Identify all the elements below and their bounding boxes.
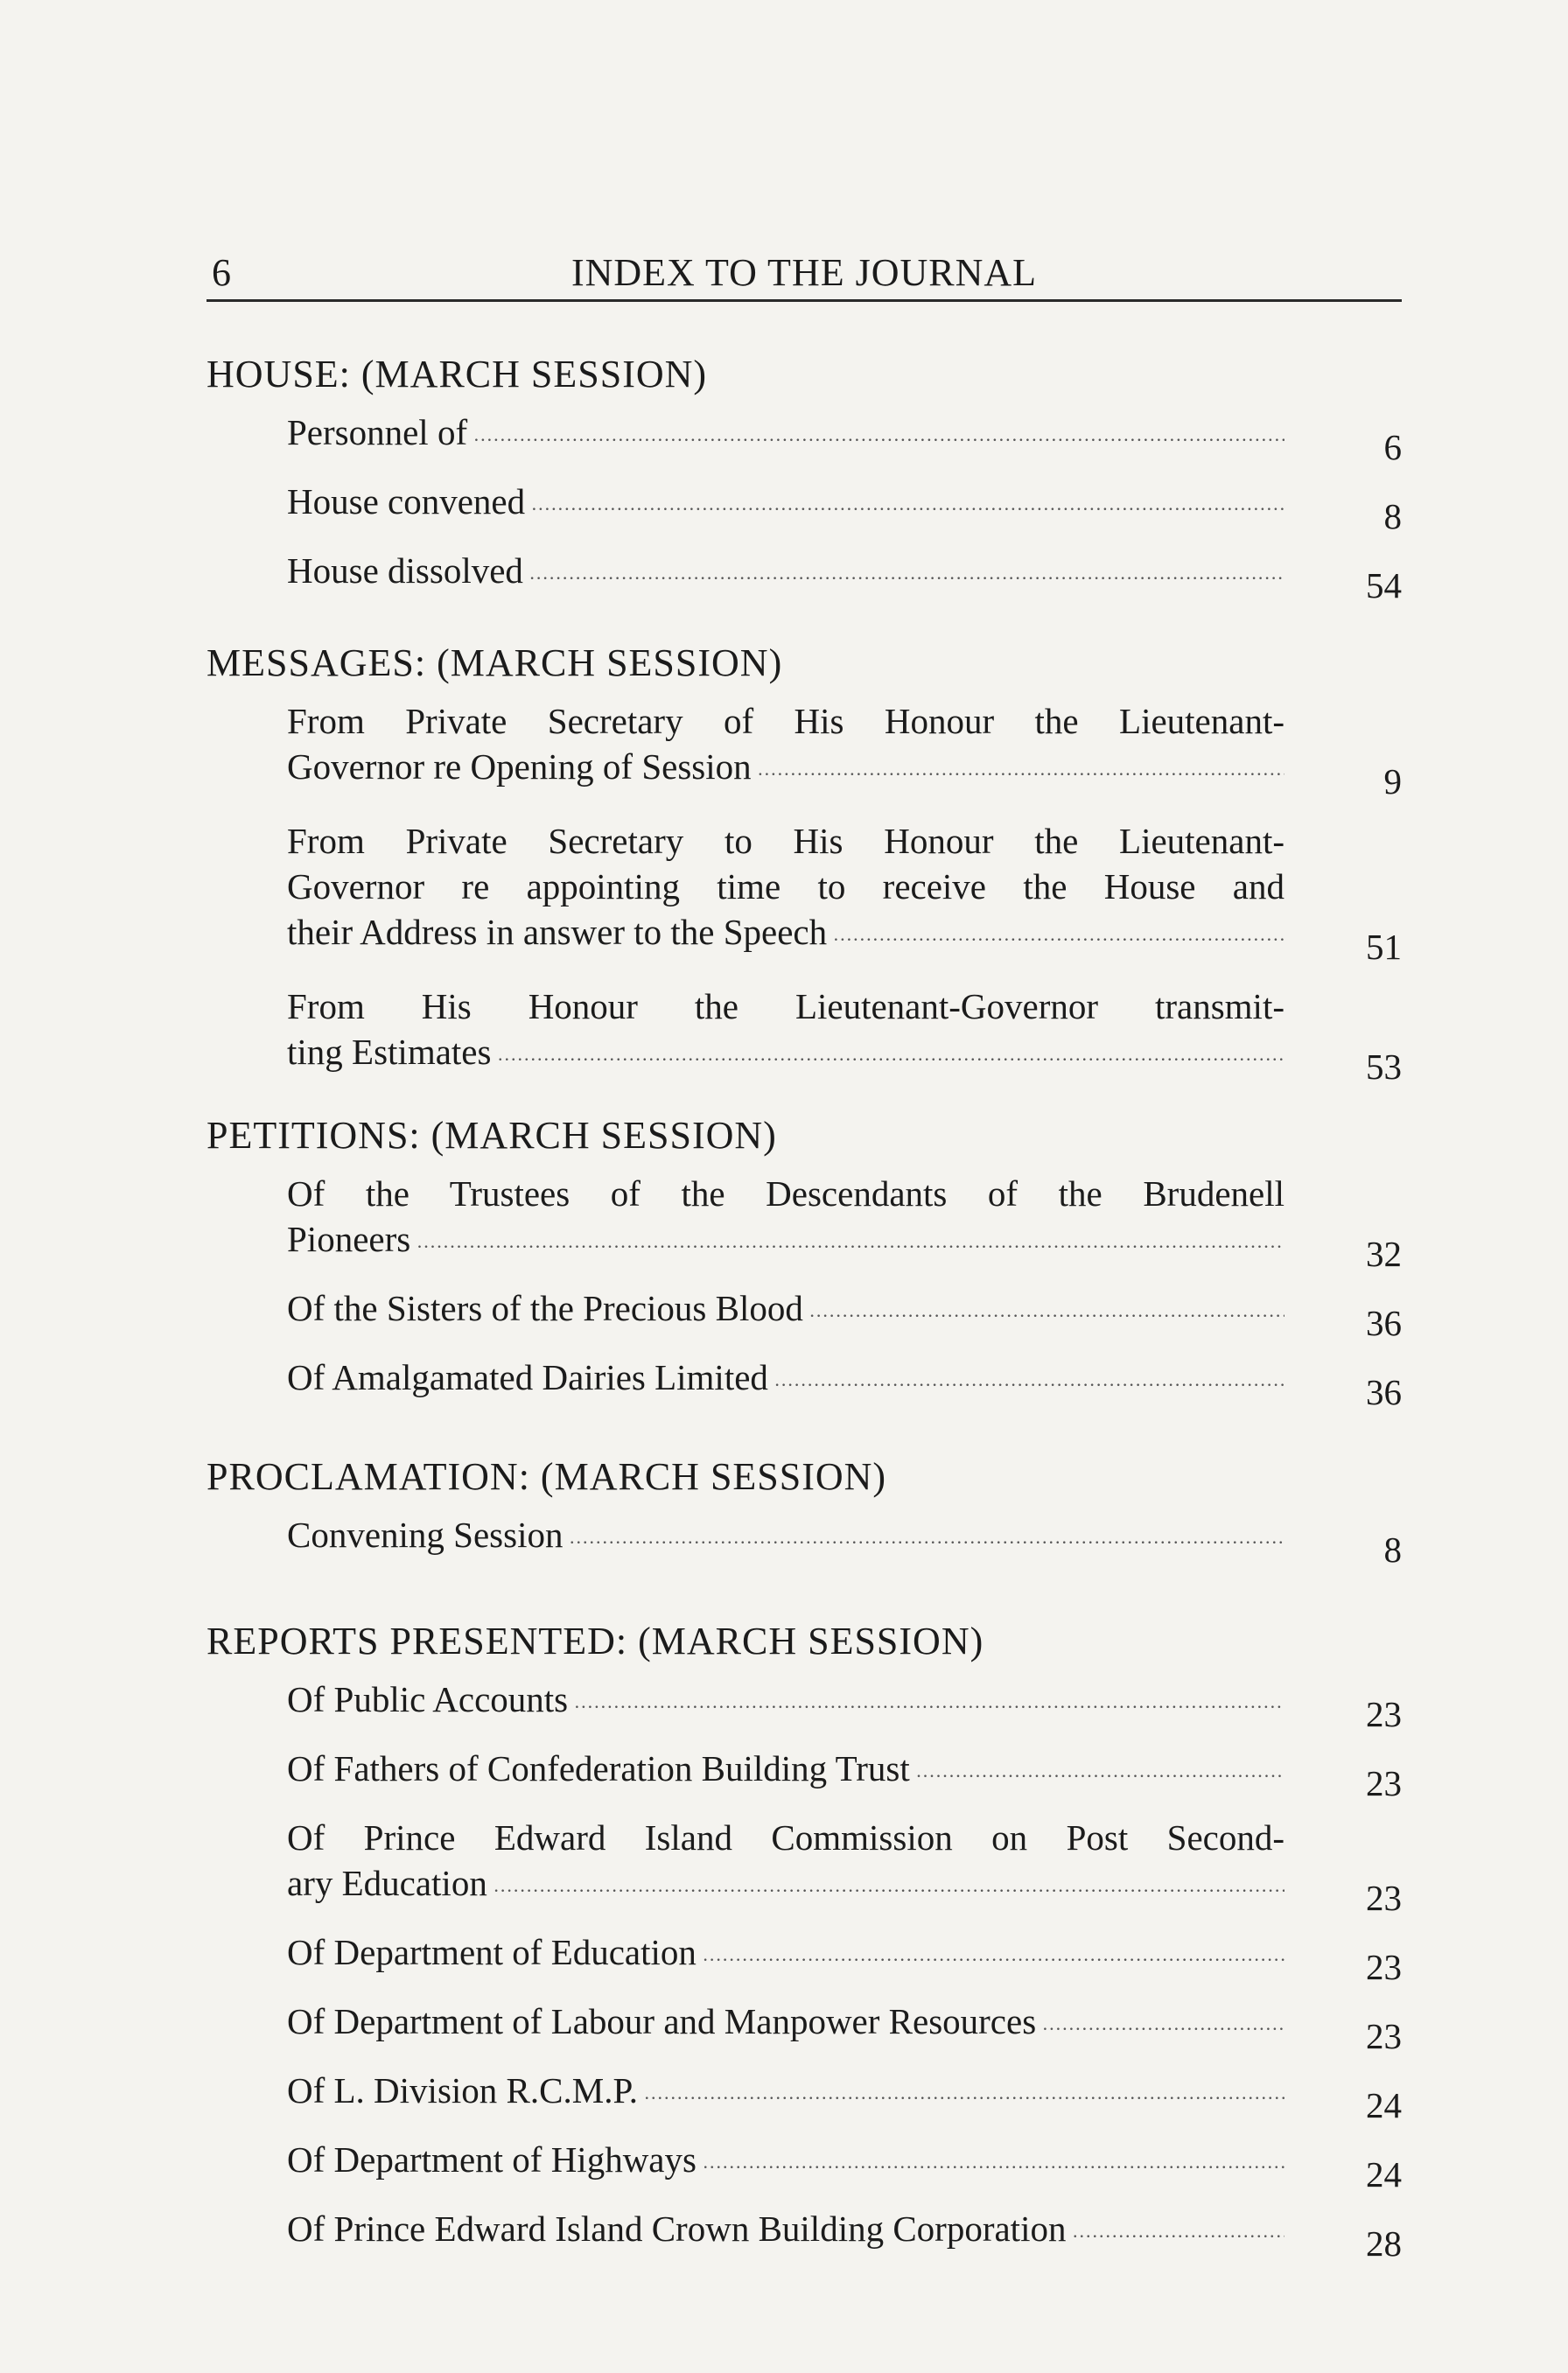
entry-line: ary Education ..... xyxy=(287,1860,1284,1908)
entry-page-number: 54 xyxy=(1366,565,1402,606)
index-entry xyxy=(287,1285,1402,1343)
entry-line: Of Fathers of Confederation Building Trust ..... xyxy=(287,1746,1284,1794)
index-entry xyxy=(287,548,1402,606)
section-house xyxy=(206,348,1402,606)
section-messages xyxy=(206,637,1402,1087)
index-entry xyxy=(287,2068,1402,2125)
entry-line: House convened ..... xyxy=(287,479,1284,527)
entry-page-number: 8 xyxy=(1383,496,1402,536)
entry-line: Personnel of ..... xyxy=(287,410,1284,458)
running-head xyxy=(206,250,1402,302)
entry-line: Governor re appointing time to receive the House and xyxy=(287,866,1284,906)
section-title: MESSAGES: (MARCH SESSION) xyxy=(206,641,783,684)
entry-page-number: 53 xyxy=(1366,1046,1402,1087)
entry-page-number: 36 xyxy=(1366,1372,1402,1412)
index-entry xyxy=(287,1354,1402,1412)
index-entry xyxy=(287,1929,1402,1987)
entry-line: Pioneers ..... xyxy=(287,1216,1284,1264)
entry-line: Governor re Opening of Session ..... xyxy=(287,744,1284,792)
section-petitions xyxy=(206,1110,1402,1412)
entry-line: Of Prince Edward Island Crown Building Corporation ..... xyxy=(287,2206,1284,2254)
entry-line: Of Prince Edward Island Commission on Post Second- xyxy=(287,1817,1284,1858)
entry-page-number: 6 xyxy=(1383,427,1402,467)
index-entry xyxy=(287,984,1402,1087)
entry-line: their Address in answer to the Speech ..... xyxy=(287,909,1284,957)
entry-page-number: 36 xyxy=(1366,1303,1402,1343)
section-reports-presented xyxy=(206,1615,1402,2264)
index-entry xyxy=(287,479,1402,536)
section-proclamation xyxy=(206,1451,1402,1570)
entry-line: House dissolved ..... xyxy=(287,548,1284,596)
entry-page-number: 23 xyxy=(1366,1763,1402,1803)
index-entry xyxy=(287,1512,1402,1570)
entry-line: Of Department of Education ..... xyxy=(287,1929,1284,1978)
section-title: PETITIONS: (MARCH SESSION) xyxy=(206,1114,777,1157)
index-entry xyxy=(287,2206,1402,2264)
index-entry xyxy=(287,1998,1402,2056)
entry-line: Of L. Division R.C.M.P. ..... xyxy=(287,2068,1284,2116)
journal-title: INDEX TO THE JOURNAL xyxy=(570,251,1038,294)
section-title: HOUSE: (MARCH SESSION) xyxy=(206,353,708,396)
entry-page-number: 23 xyxy=(1366,2016,1402,2056)
index-entry xyxy=(287,1815,1402,1918)
index-entry xyxy=(287,1171,1402,1274)
index-entry xyxy=(287,1676,1402,1734)
entry-page-number: 23 xyxy=(1366,1947,1402,1987)
entry-page-number: 28 xyxy=(1366,2223,1402,2264)
entry-page-number: 23 xyxy=(1366,1694,1402,1734)
entry-line: Of Department of Labour and Manpower Resources ..... xyxy=(287,1998,1284,2047)
index-entry xyxy=(287,410,1402,467)
entry-line: Of the Sisters of the Precious Blood ..... xyxy=(287,1285,1284,1334)
index-entry xyxy=(287,698,1402,802)
entry-line: From Private Secretary to His Honour the Lieutenant- xyxy=(287,821,1284,861)
entry-line: Of Public Accounts ..... xyxy=(287,1676,1284,1725)
entry-page-number: 8 xyxy=(1383,1530,1402,1570)
entry-page-number: 24 xyxy=(1366,2085,1402,2125)
entry-line: Convening Session ..... xyxy=(287,1512,1284,1560)
index-entry xyxy=(287,818,1402,967)
entry-page-number: 23 xyxy=(1366,1878,1402,1918)
section-title: REPORTS PRESENTED: (MARCH SESSION) xyxy=(206,1620,984,1662)
entry-page-number: 9 xyxy=(1383,761,1402,802)
entry-page-number: 24 xyxy=(1366,2154,1402,2194)
page-number: 6 xyxy=(212,251,231,294)
index-entry xyxy=(287,2137,1402,2194)
entry-line: Of Department of Highways ..... xyxy=(287,2137,1284,2185)
section-title: PROCLAMATION: (MARCH SESSION) xyxy=(206,1455,887,1498)
entry-page-number: 51 xyxy=(1366,927,1402,967)
entry-line: From His Honour the Lieutenant-Governor transmit- xyxy=(287,986,1284,1026)
entry-line: From Private Secretary of His Honour the Lieutenant- xyxy=(287,701,1284,741)
index-entry xyxy=(287,1746,1402,1803)
entry-page-number: 32 xyxy=(1366,1234,1402,1274)
entry-line: Of the Trustees of the Descendants of the Brudenell xyxy=(287,1173,1284,1214)
entry-line: ting Estimates ..... xyxy=(287,1029,1284,1077)
entry-line: Of Amalgamated Dairies Limited ..... xyxy=(287,1354,1284,1403)
